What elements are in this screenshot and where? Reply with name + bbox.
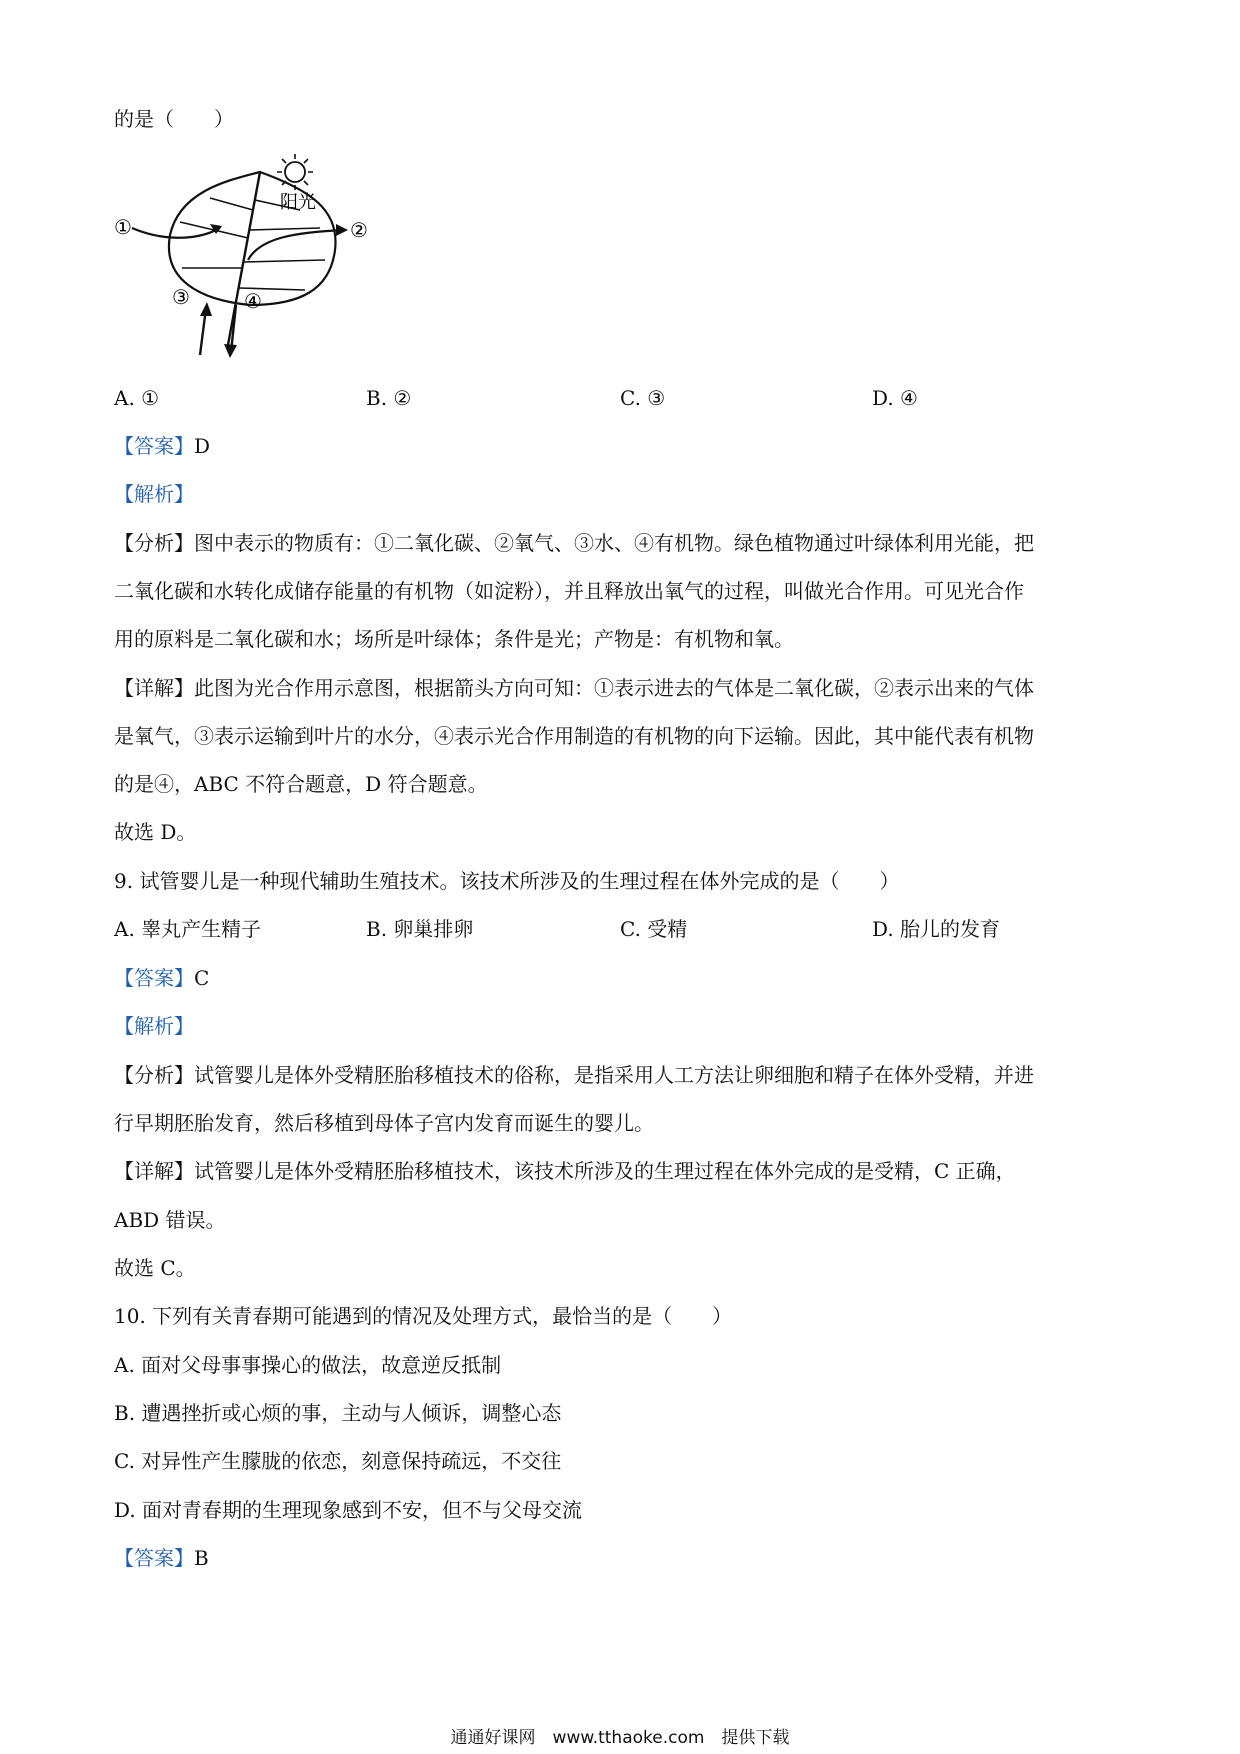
analysis-tag: 【分析】 [114,1063,194,1087]
leaf-vein [210,198,253,210]
answer-tag: 【答案】 [114,966,194,990]
answer-tag: 【答案】 [114,1546,194,1570]
q8-detail-line-1 [114,673,1034,703]
q8-detail-line-2: 是氧气，③表示运输到叶片的水分，④表示光合作用制造的有机物的向下运输。因此，其中能代表有机物 [114,724,1034,748]
q10-option-d: D. 面对青春期的生理现象感到不安，但不与父母交流 [114,1498,583,1522]
q8-analysis-line-1 [114,528,1034,558]
q9-option-d: D. 胎儿的发育 [872,917,1001,941]
q9-analysis-line-1 [114,1060,1034,1090]
answer-value: C [194,966,210,990]
leaf-vein [250,228,320,230]
arrow-1-icon [132,228,220,238]
q10-stem: 10. 下列有关青春期可能遇到的情况及处理方式，最恰当的是（ ） [114,1304,733,1328]
q9-option-c: C. 受精 [620,917,688,941]
q10-option-c: C. 对异性产生朦胧的依恋，刻意保持疏远，不交往 [114,1449,562,1473]
q9-option-b: B. 卵巢排卵 [366,917,474,941]
q8-stem-tail: 的是（ ） [114,107,234,131]
q8-detail-line-3: 的是④，ABC 不符合题意，D 符合题意。 [114,772,488,796]
q8-analysis-line-3: 用的原料是二氧化碳和水；场所是叶绿体；条件是光；产物是：有机物和氧。 [114,627,794,651]
figure-label-4: ④ [244,289,262,313]
analysis-tag: 【分析】 [114,531,194,555]
figure-label-2: ② [350,218,368,242]
detail-tag: 【详解】 [114,676,194,700]
detail-text: 试管婴儿是体外受精胚胎移植技术，该技术所涉及的生理过程在体外完成的是受精，C 正确， [194,1159,1016,1183]
q8-option-b: B. ② [366,386,412,410]
figure-label-3: ③ [172,285,190,309]
q8-option-c: C. ③ [620,386,666,410]
detail-tag: 【详解】 [114,1159,194,1183]
analysis-text: 试管婴儿是体外受精胚胎移植技术的俗称，是指采用人工方法让卵细胞和精子在体外受精，并进 [194,1063,1034,1087]
photosynthesis-leaf-figure [110,150,410,360]
detail-text: 此图为光合作用示意图，根据箭头方向可知：①表示进去的气体是二氧化碳，②表示出来的气体 [194,676,1034,700]
answer-value: B [194,1546,209,1570]
q9-detail-line-2: ABD 错误。 [114,1208,226,1232]
q9-stem: 9. 试管婴儿是一种现代辅助生殖技术。该技术所涉及的生理过程在体外完成的是（ ） [114,869,900,893]
analysis-text: 图中表示的物质有：①二氧化碳、②氧气、③水、④有机物。绿色植物通过叶绿体利用光能，把 [194,531,1034,555]
q8-analysis-line-2: 二氧化碳和水转化成储存能量的有机物（如淀粉），并且释放出氧气的过程，叫做光合作用。可见光合作 [114,579,1024,603]
jiexi-tag: 【解析】 [114,482,194,506]
footer-watermark: 通通好课网 www.tthaoke.com 提供下载 [450,1728,790,1748]
q8-jiexi [114,479,194,509]
q9-choose: 故选 C。 [114,1256,196,1280]
answer-tag: 【答案】 [114,434,194,458]
q8-answer [114,431,210,461]
q8-choose: 故选 D。 [114,820,197,844]
q9-analysis-line-2: 行早期胚胎发育，然后移植到母体子宫内发育而诞生的婴儿。 [114,1111,654,1135]
q9-detail-line-1 [114,1156,1016,1186]
answer-value: D [194,434,211,458]
sun-label: 阳光 [280,192,316,213]
q9-answer [114,963,209,993]
q8-option-d: D. ④ [872,386,918,410]
q9-jiexi [114,1011,194,1041]
q10-answer [114,1543,209,1573]
q10-option-a: A. 面对父母事事操心的做法，故意逆反抵制 [114,1353,502,1377]
leaf-vein [244,260,325,262]
q9-option-a: A. 睾丸产生精子 [114,917,262,941]
q10-option-b: B. 遭遇挫折或心烦的事，主动与人倾诉，调整心态 [114,1401,562,1425]
jiexi-tag: 【解析】 [114,1014,194,1038]
sun-icon [277,154,313,190]
figure-label-1: ① [114,215,132,239]
leaf-midrib [228,172,260,345]
arrow-2-icon [248,230,345,260]
q8-option-a: A. ① [114,386,160,410]
